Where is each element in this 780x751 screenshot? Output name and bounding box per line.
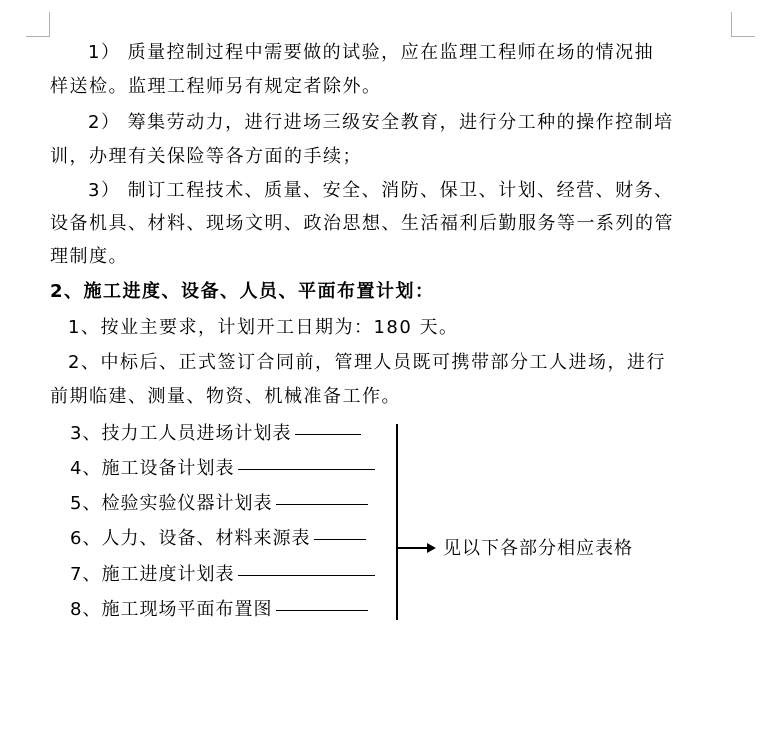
plan-list-item-label: 4、施工设备计划表 bbox=[70, 458, 235, 479]
arrow-right-icon bbox=[427, 543, 436, 553]
leader-line bbox=[276, 504, 368, 505]
leader-line bbox=[238, 575, 375, 576]
arrow-shaft bbox=[398, 547, 428, 549]
plan-list-item bbox=[70, 528, 366, 550]
plan-list-item bbox=[70, 458, 375, 480]
leader-line bbox=[276, 610, 368, 611]
leader-line bbox=[295, 434, 361, 435]
bracket-note: 见以下各部分相应表格 bbox=[443, 538, 633, 559]
item-2-line-2: 前期临建、测量、物资、机械准备工作。 bbox=[50, 386, 401, 407]
item-2-line-1: 2、中标后、正式签订合同前，管理人员既可携带部分工人进场，进行 bbox=[68, 352, 666, 373]
plan-list-item bbox=[70, 599, 368, 621]
paragraph-3-line-3: 理制度。 bbox=[50, 246, 128, 267]
crop-mark-top-left-h bbox=[26, 36, 50, 37]
bracket-line bbox=[396, 424, 398, 620]
plan-list-item-label: 3、技力工人员进场计划表 bbox=[70, 423, 292, 444]
item-1: 1、按业主要求，计划开工日期为：180 天。 bbox=[68, 317, 459, 338]
leader-line bbox=[238, 469, 375, 470]
plan-list-item bbox=[70, 564, 375, 586]
plan-list-item-label: 5、检验实验仪器计划表 bbox=[70, 493, 273, 514]
crop-mark-top-left-v bbox=[49, 12, 50, 37]
section-heading: 2、施工进度、设备、人员、平面布置计划： bbox=[50, 281, 435, 302]
paragraph-3-line-1: 3） 制订工程技术、质量、安全、消防、保卫、计划、经营、财务、 bbox=[88, 180, 674, 201]
paragraph-1-line-1: 1） 质量控制过程中需要做的试验，应在监理工程师在场的情况抽 bbox=[88, 42, 655, 63]
crop-mark-top-right-h bbox=[731, 36, 755, 37]
plan-list-item bbox=[70, 493, 368, 515]
paragraph-1-line-2: 样送检。监理工程师另有规定者除外。 bbox=[50, 76, 382, 97]
plan-list-item-label: 6、人力、设备、材料来源表 bbox=[70, 528, 311, 549]
paragraph-3-line-2: 设备机具、材料、现场文明、政治思想、生活福利后勤服务等一系列的管 bbox=[50, 213, 674, 234]
plan-list-item-label: 8、施工现场平面布置图 bbox=[70, 599, 273, 620]
crop-mark-top-right-v bbox=[731, 12, 732, 37]
paragraph-2-line-2: 训，办理有关保险等各方面的手续； bbox=[50, 146, 362, 167]
paragraph-2-line-1: 2） 筹集劳动力，进行进场三级安全教育，进行分工种的操作控制培 bbox=[88, 112, 674, 133]
plan-list-item bbox=[70, 423, 361, 445]
plan-list-item-label: 7、施工进度计划表 bbox=[70, 564, 235, 585]
leader-line bbox=[314, 539, 366, 540]
